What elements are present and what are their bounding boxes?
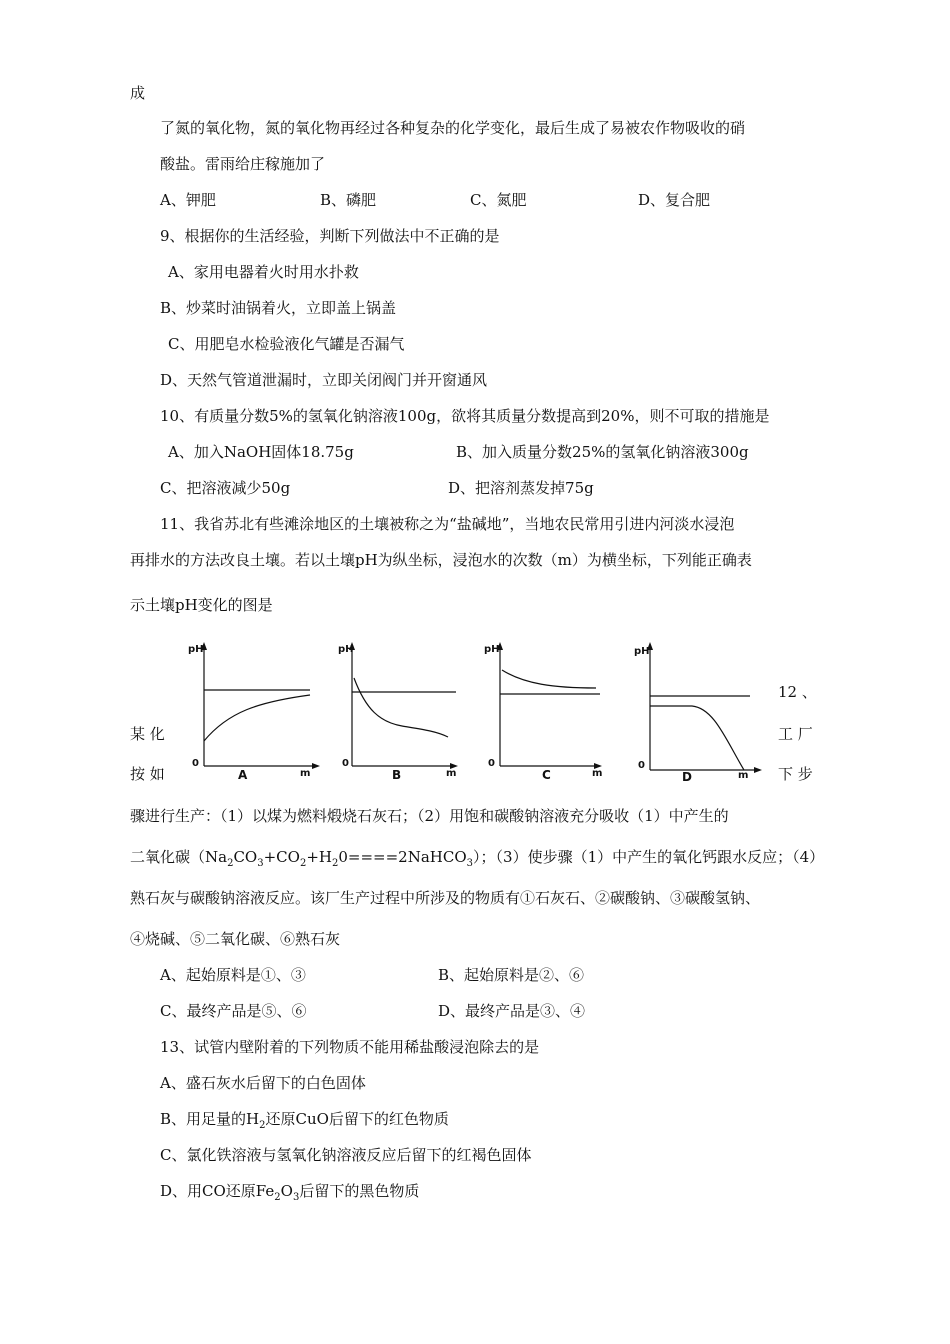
origin-label: 0 [342, 758, 349, 769]
option-a: A、加入NaOH固体18.75g [168, 443, 354, 461]
option-b: B、用足量的$H_2$还原CuO后留下的红色物质 [160, 1110, 449, 1131]
option-a: A、家用电器着火时用水扑救 [168, 263, 359, 281]
x-axis-label: m [300, 768, 311, 779]
option-d: D、最终产品是③、④ [438, 1002, 586, 1020]
option-c: C、用肥皂水检验液化气罐是否漏气 [168, 335, 405, 353]
option-c: C、最终产品是⑤、⑥ [160, 1002, 307, 1020]
paragraph-line: 成 [130, 84, 146, 102]
option-a: A、起始原料是①、③ [160, 966, 306, 984]
side-text-right: 下 步 [778, 765, 813, 783]
question-11: 11、我省苏北有些滩涂地区的土壤被称之为“盐碱地”，当地农民常用引进内河淡水浸泡 [160, 515, 735, 533]
graph-letter: C [542, 768, 551, 782]
question-10: 10、有质量分数5%的氢氧化钠溶液100g，欲将其质量分数提高到20%，则不可取的措施是 [160, 407, 770, 425]
graph-a [188, 640, 328, 785]
graph-c [484, 640, 624, 785]
paragraph-line: 再排水的方法改良土壤。若以土壤pH为纵坐标，浸泡水的次数（m）为横坐标，下列能正确表 [130, 551, 752, 569]
option-d: D、把溶剂蒸发掉75g [448, 479, 594, 497]
paragraph-line: 了氮的氧化物，氮的氧化物再经过各种复杂的化学变化，最后生成了易被农作物吸收的硝 [160, 119, 746, 137]
option-b: B、起始原料是②、⑥ [438, 966, 585, 984]
y-axis-label: pH [634, 646, 650, 657]
origin-label: 0 [638, 760, 645, 771]
y-axis-label: pH [188, 644, 204, 655]
option-b: B、磷肥 [320, 191, 377, 209]
option-b: B、加入质量分数25%的氢氧化钠溶液300g [456, 443, 749, 461]
option-a: A、钾肥 [160, 191, 216, 209]
graph-letter: B [392, 768, 402, 782]
origin-label: 0 [192, 758, 199, 769]
question-13: 13、试管内壁附着的下列物质不能用稀盐酸浸泡除去的是 [160, 1038, 540, 1056]
graph-d [634, 640, 774, 785]
paragraph-line: 骤进行生产：（1）以煤为燃料煅烧石灰石；（2）用饱和碳酸钠溶液充分吸收（1）中产生的 [130, 807, 729, 825]
option-c: C、氯化铁溶液与氢氧化钠溶液反应后留下的红褐色固体 [160, 1146, 532, 1164]
question-9: 9、根据你的生活经验，判断下列做法中不正确的是 [160, 227, 500, 245]
x-axis-label: m [446, 768, 457, 779]
paragraph-line: 酸盐。雷雨给庄稼施加了 [160, 155, 326, 173]
side-text-left: 按 如 [130, 765, 165, 783]
option-a: A、盛石灰水后留下的白色固体 [160, 1074, 366, 1092]
option-c: C、把溶液减少50g [160, 479, 291, 497]
paragraph-line: ④烧碱、⑤二氧化碳、⑥熟石灰 [130, 930, 341, 948]
graph-letter: A [238, 768, 248, 782]
y-axis-label: pH [338, 644, 354, 655]
option-d: D、用CO还原$Fe_2O_3$后留下的黑色物质 [160, 1182, 420, 1203]
origin-label: 0 [488, 758, 495, 769]
graph-letter: D [682, 770, 692, 784]
option-d: D、天然气管道泄漏时，立即关闭阀门并开窗通风 [160, 371, 488, 389]
paragraph-line: 示土壤pH变化的图是 [130, 596, 273, 614]
option-d: D、复合肥 [638, 191, 711, 209]
option-c: C、氮肥 [470, 191, 527, 209]
side-text-left: 某 化 [130, 725, 165, 743]
option-b: B、炒菜时油锅着火，立即盖上锅盖 [160, 299, 397, 317]
paragraph-line: 熟石灰与碳酸钠溶液反应。该厂生产过程中所涉及的物质有①石灰石、②碳酸钠、③碳酸氢钠、 [130, 889, 761, 907]
side-text-right: 12 、 [778, 683, 817, 701]
y-axis-label: pH [484, 644, 500, 655]
side-text-right: 工 厂 [778, 725, 813, 743]
paragraph-line: 二氧化碳$(Na_2CO_3+CO_2+H_20====2NaHCO_3)$；（3）使步骤（1）中产生的氧化钙跟水反应；（4） [130, 848, 825, 869]
x-axis-label: m [738, 770, 749, 781]
x-axis-label: m [592, 768, 603, 779]
graph-b [336, 640, 476, 785]
